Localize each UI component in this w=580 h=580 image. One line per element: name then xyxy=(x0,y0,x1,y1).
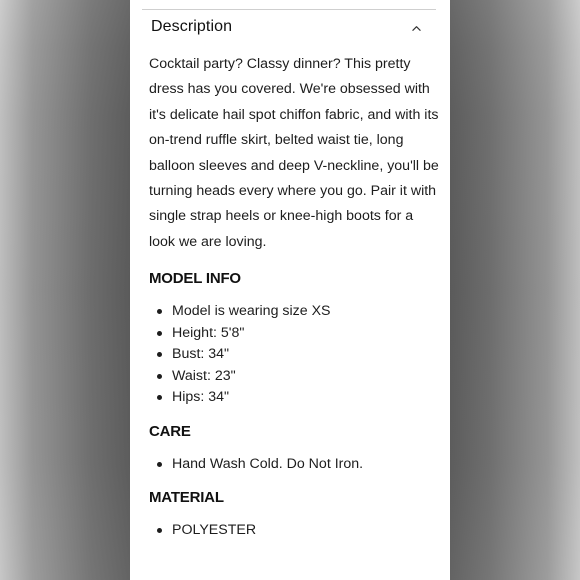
description-body: Cocktail party? Classy dinner? This pretty dress has you covered. We're obsessed with it's delicate hail spot chiffon fabric, and with its on-trend ruffle skirt, belted waist tie, long balloon sleeves and deep V-neckline, you'll be turning heads every where you go. Pair it with single strap heels or knee-high boots for a look we are loving. xyxy=(149,56,439,250)
care-list xyxy=(149,454,439,476)
list-item-text: Bust: 34" xyxy=(172,346,230,363)
care-heading: CARE xyxy=(149,422,191,440)
blurred-background-right xyxy=(450,0,580,580)
list-item-text: Hand Wash Cold. Do Not Iron. xyxy=(172,455,364,472)
blurred-background-left xyxy=(0,0,130,580)
list-item xyxy=(149,454,439,476)
list-item xyxy=(149,520,439,542)
description-accordion-header[interactable] xyxy=(130,12,450,44)
model-info-heading: MODEL INFO xyxy=(149,270,241,288)
list-item-text: POLYESTER xyxy=(172,522,257,539)
material-heading: MATERIAL xyxy=(149,489,224,507)
bullet-icon xyxy=(157,528,162,533)
bullet-icon xyxy=(157,352,162,357)
list-item xyxy=(149,387,439,409)
product-details-panel xyxy=(130,0,450,580)
list-item-text: Model is wearing size XS xyxy=(172,303,331,320)
bullet-icon xyxy=(157,395,162,400)
bullet-icon xyxy=(157,309,162,314)
divider xyxy=(142,9,436,10)
list-item-text: Waist: 23" xyxy=(172,367,236,384)
list-item-text: Height: 5'8" xyxy=(172,324,245,341)
description-title: Description xyxy=(151,18,233,35)
material-list xyxy=(149,520,439,542)
list-item xyxy=(149,301,439,323)
bullet-icon xyxy=(157,374,162,379)
list-item xyxy=(149,344,439,366)
bullet-icon xyxy=(157,331,162,336)
list-item-text: Hips: 34" xyxy=(172,389,230,406)
chevron-up-icon[interactable] xyxy=(412,24,421,33)
list-item xyxy=(149,366,439,388)
description-content xyxy=(149,52,439,542)
bullet-icon xyxy=(157,462,162,467)
model-info-list xyxy=(149,301,439,409)
list-item xyxy=(149,323,439,345)
